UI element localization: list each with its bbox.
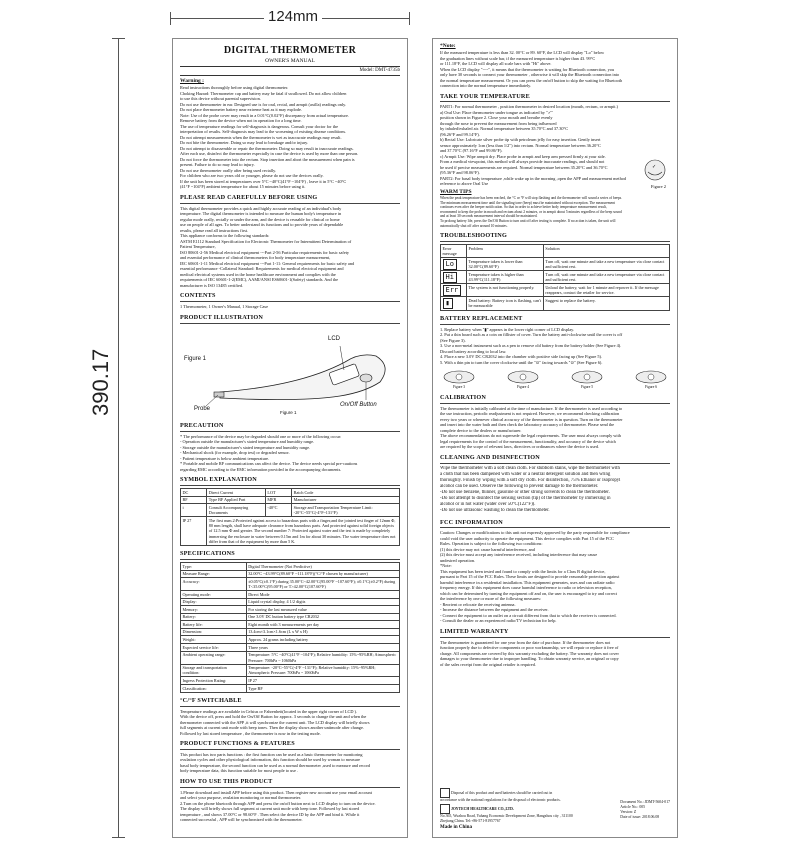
spec-value: Digital Thermometer (Not Predictive) [246, 563, 399, 571]
precaution-list [180, 434, 400, 473]
col-problem: Problem [467, 245, 544, 258]
product-illustration [180, 326, 400, 418]
switchable-heading: °C/°F SWITCHABLE [180, 697, 400, 707]
width-dimension-label: 124mm [264, 8, 322, 25]
warranty-line: damages to your thermometer due to improper handling. To obtain warranty service, an original or copy [440, 656, 619, 662]
specifications-heading: SPECIFICATIONS [180, 550, 400, 560]
warning-line: Do not use thermometer orally after being used rectally. [180, 167, 277, 173]
battery-figure-caption: Figure 3 [452, 385, 466, 390]
clean-line: a cloth that has been dampened with water or a neutral detergent solution and then wring [440, 471, 611, 477]
spec-key: Weight: [181, 636, 247, 644]
wheelie-bin-icon [440, 788, 450, 798]
company-block [440, 804, 580, 824]
warning-line: Do not attempt measurements when the thermometer is wet as inaccurate readings may result. [180, 134, 342, 140]
read-carefully-text [180, 206, 400, 289]
symbol-text: Storage and Transportation Temperature Limit: -20°C~55°C(-4°F~131°F) [292, 504, 400, 517]
troubleshooting-row [441, 297, 670, 310]
fcc-line: undesired operation. [440, 557, 476, 563]
illustration-heading: PRODUCT ILLUSTRATION [180, 314, 400, 324]
spec-row [181, 613, 400, 621]
spec-key: Memory: [181, 606, 247, 614]
spec-row [181, 591, 400, 599]
warning-line: Choking Hazard: Thermometer cap and battery may be fatal if swallowed. Do not allow children [180, 90, 347, 96]
precaution-line: - Storage outside the manufacturer's stated temperature and humidity range. [180, 444, 311, 450]
battery-figures [440, 367, 670, 390]
fcc-text [440, 530, 670, 624]
warning-line: (41°F ~104°F) ambient temperature for about 15 minutes before using it. [180, 184, 306, 190]
note-heading: *Note: [440, 43, 456, 49]
spec-row [181, 621, 400, 629]
figure-1-side-label: Figure 1 [184, 355, 207, 362]
fcc-line: *Note: [440, 563, 452, 569]
warranty-text [440, 640, 670, 668]
symbol-row [181, 504, 400, 517]
read-line: This digital thermometer provides a quick and highly accurate reading of an individual's body [180, 205, 342, 211]
spec-value: 32.00°C ~43.99°C(89.60°F ~111.18°F)(°C/°F chosen by manufacturer) [246, 570, 399, 578]
note-line: the graduation lines without scale bar, if the measured temperature is higher than 43. 99°C [440, 55, 596, 61]
manufacturer-icon [440, 804, 450, 814]
calib-line: The thermometer is initially calibrated at the time of manufacture. If the thermometer is used according to [440, 405, 623, 411]
troubleshooting-solution: Unload the battery, wait for 1 minute and repower it. If the message reappears, contact the retailer for service. [543, 284, 669, 297]
fcc-line: - Increase the distance between the equipment and the receiver. [440, 607, 549, 613]
ip-rating-label: IP 27 [181, 517, 207, 546]
clean-line: alcohol can be used. Observe the following to prevent damage to the thermometer. [440, 483, 599, 489]
error-cell [441, 284, 467, 297]
read-line: temperature. The digital thermometer is intended to measure the human body's temperature in [180, 211, 342, 217]
switch-line: full segments at current unit mode with beep tones. Then the display shows another unitmode after change. [180, 725, 364, 730]
probe-label: Probe [194, 405, 211, 412]
col-error-message: Error message [441, 245, 467, 258]
tips-line: automatically shut off after around 10 minutes. [440, 223, 508, 228]
functions-text [180, 752, 400, 774]
lcd-error-icon: Err [443, 285, 462, 296]
ip-rating-text: The first num.2:Protected against access to hazardous parts with a finger,and the jointed test finger of 12mm Φ, 80 mm length, shall have adequate clearance from hazardous parts. And protected against solid foreign objects of 12.5 mm Φ and greater. The second number 7: Protected against water and the test is made by completely immersing the enclosure in water between 0.15m and 1m for about 30 minutes. The water temperature does not differ from that of the equipment by more than 5 K. [207, 517, 400, 546]
spec-row [181, 578, 400, 591]
svg-text:✓: ✓ [652, 165, 657, 171]
spec-value: IP 27 [246, 677, 399, 685]
howto-line: connected successful , APP will be synchronized with the thermometer. [180, 817, 303, 823]
calib-line: complete device to the dealers or manufacturer. [440, 427, 522, 433]
symbol-text: Direct Current [207, 488, 266, 496]
battery-line: 2. Put a thin board such as a coin on fillister of cover. Turn the battery anti-clockwise until the cover is off [440, 332, 623, 338]
take-line: reference to above Oral Use [440, 181, 489, 187]
issue-date: Date of issue: 2018.06.08 [620, 814, 660, 819]
battery-cover-icon [506, 367, 540, 385]
spec-key: Measure Range: [181, 570, 247, 578]
warranty-line: The thermometer is guaranteed for one year from the date of purchase. If the thermometer does not [440, 639, 611, 645]
calib-line: every two years or whenever clinical accuracy of the thermometer is in question. Turn on the thermometer [440, 416, 623, 422]
spec-value: For storing the last measured value [246, 606, 399, 614]
manual-title: DIGITAL THERMOMETER [223, 45, 357, 56]
spec-row [181, 563, 400, 571]
spec-key: Expected service life: [181, 644, 247, 652]
warm-tips-heading: WARM TIPS [440, 188, 472, 195]
symbol-text: Consult Accompanying Documents [207, 504, 266, 517]
fcc-line: Caution: Changes or modifications to this unit not expressly approved by the party responsible for compliance [440, 530, 630, 536]
read-line: medical electrical systems used in the home healthcare environment and complies with the [180, 271, 336, 277]
fcc-line: This equipment has been tested and found to comply with the limits for a Class B digital device, [440, 568, 606, 574]
spec-row [181, 685, 400, 693]
spec-key: Ingress Protection Rating: [181, 677, 247, 685]
warranty-line: charge. All components are covered by this warranty excluding the battery. The warranty does not cover [440, 650, 619, 656]
calib-line: the use instruction, periodic readjustment is not required. However, we recommend checking calibration [440, 411, 620, 417]
precaution-line: - Operation outside the manufacturer's stated temperature and humidity range. [180, 439, 315, 444]
battery-figure [440, 367, 478, 390]
take-line: by inhaled/exhaled air. Normal temperature between 35.70°C and 37.30°C [440, 126, 569, 132]
spec-value: 13.4cm×3.1cm×1.6cm (L x W x H) [246, 628, 399, 636]
howto-line: and select your purpose, ovulation monitoring or normal thermometer. [180, 795, 302, 801]
functions-heading: PRODUCT FUNCTIONS & FEATURES [180, 740, 400, 750]
howto-line: 2.Turn on the phone bluetooth through APP and press the on/off button next to LCD display to turn on the device. [180, 800, 376, 806]
warm-tips-list [440, 196, 670, 228]
specifications-table [180, 562, 400, 693]
contents-heading: CONTENTS [180, 292, 400, 302]
symbol-icon: MFR [265, 496, 291, 504]
func-line: This product has two parts functions : the first function can be used as a basic thermometer for monitoring [180, 751, 363, 757]
symbol-text: Manufacturer [292, 496, 400, 504]
warning-line: Do not force the thermometer into the rectum. Stop insertion and abort the measurement when pain is [180, 156, 355, 162]
fcc-line: (1) this device may not cause harmful interference, and [440, 546, 535, 552]
take-line: through the nose to prevent the measurement from being influenced [440, 120, 557, 126]
warning-line: Do not place thermometer battery near extreme heat as it may explode. [180, 107, 302, 113]
spec-value: Three years [246, 644, 399, 652]
switch-line: Followed by last stored temperature , the thermometer is now in the testing mode. [180, 730, 321, 736]
warning-line: interpretation of results. Self-diagnosis may lead to the worsening of existing disease conditions. [180, 129, 347, 135]
note-line: connection into the normal temperature immediately. [440, 83, 532, 89]
how-to-use-text [180, 790, 400, 823]
spec-value: Direct Mode [246, 591, 399, 599]
warning-list [180, 85, 400, 190]
spec-value: Temperature: -20°C~55°C(-4°F ~131°F); Relative humidity: 15%~95%RH; Atmospheric Pressure: 700hPa ~ 1060hPa [246, 664, 399, 677]
howto-line: 1.Please download and install APP before using this product. Then register new account use your email account [180, 789, 372, 795]
take-line: PART1: For normal thermometer , position thermometer in desired location (mouth, rectum, or armpit.) [440, 104, 618, 110]
precaution-line: regarding EMC according to the EMC information provided in the accompanying documents. [180, 466, 342, 472]
read-carefully-heading: PLEASE READ CAREFULLY BEFORE USING [180, 194, 400, 204]
spec-key: Operating mode: [181, 591, 247, 599]
document-info [620, 800, 670, 819]
troubleshooting-row [441, 271, 670, 284]
take-line: b) Rectal Use: Lubricate silver probe tip with petroleum jelly for easy insertion. Gently insert [440, 137, 601, 143]
clean-line: Wipe the thermometer with a soft clean cloth. For stubborn stains, wipe the thermometer with [440, 465, 620, 471]
battery-figure-caption: Figure 4 [516, 385, 530, 390]
battery-cover-icon [570, 367, 604, 385]
document-number: Document No.: JDMT-5604-017 [620, 800, 670, 805]
calib-line: The above recommendations do not supersede the legal requirements. The user must always comply with [440, 433, 621, 439]
troubleshooting-table [440, 244, 670, 311]
clean-line: -Do not use ultrasonic washing to clean the thermometer. [440, 508, 550, 514]
troubleshooting-problem: The system is not functioning properly. [467, 284, 544, 297]
troubleshooting-problem: Dead battery: Battery icon is flashing, can't be measurable [467, 297, 544, 310]
spec-row [181, 628, 400, 636]
warning-line: Read instructions thoroughly before using digital thermometer. [180, 85, 289, 91]
spec-key: Accuracy: [181, 578, 247, 591]
note-line: When the LCD display "----", it means that the thermometer is waiting for Bluetooth connection, you [440, 66, 615, 72]
warranty-line: function properly due to defective components or poor workmanship, we will repair or replace it free of [440, 645, 619, 651]
battery-heading: BATTERY REPLACEMENT [440, 315, 670, 325]
read-line: This appliance conforms to the following standards: [180, 233, 270, 239]
note-line: or 111.18°F, the LCD will display all scale bars with "Hi" above. [440, 61, 552, 67]
disposal-notice: Disposal of this product and used batteries should be carried out in accordance with the national regulations for the disposal of electronic products. [440, 790, 561, 803]
precaution-line: * Portable and mobile RF communications can affect the device. The device needs special pre-cautions [180, 461, 358, 466]
symbol-icon: -40°C [265, 504, 291, 517]
func-line: body temperature data, this function suitable for most people to use . [180, 768, 299, 774]
fcc-line: (2) this device must accept any interference received, including interference that may cause [440, 552, 598, 558]
warning-line: If the unit has been stored at temperatures over 5°C ~40°C(41°F ~104°F) , leave it in 5°C ~40°C [180, 178, 347, 184]
troubleshooting-solution: Turn off, wait one minute and take a new temperature via close contact and sufficient rest. [543, 258, 669, 271]
battery-figure [504, 367, 542, 390]
figure-1-caption: Figure 1 [280, 409, 297, 415]
battery-line: (See Figure 3). [440, 337, 466, 343]
calibration-text [440, 406, 670, 450]
troubleshooting-problem: Temperature taken is lower than 32.00°C(89.60°F) [467, 258, 544, 271]
warning-line: After each use, disinfect the thermometer especially in case the device is used by more than one person. [180, 151, 359, 157]
battery-figure-caption: Figure 6 [644, 385, 658, 390]
fcc-line: pursuant to Part 15 of the FCC Rules. These limits are designed to provide reasonable protection against [440, 574, 620, 580]
take-line: From a medical viewpoint, this method will always provide inaccurate readings, and should not [440, 159, 605, 165]
read-line: essential performance -Collateral Standard: Requirements for medical electrical equipment and [180, 266, 344, 272]
read-line: ASTM E1112 Standard Specification for Electronic Thermometer for Intermittent Determination of [180, 238, 352, 244]
battery-figure [632, 367, 670, 390]
spec-key: Classification: [181, 685, 247, 693]
spec-row [181, 651, 400, 664]
troubleshooting-problem: Temperature taken is higher than 43.99°C(111.18°F) [467, 271, 544, 284]
warning-line: The use of temperature readings for self-diagnosis is dangerous. Consult your doctor for the [180, 123, 338, 129]
spec-key: Type: [181, 563, 247, 571]
spec-key: Display: [181, 598, 247, 606]
warning-line: Remove battery from the device when not in operation for a long time. [180, 118, 302, 124]
company-address: No.365, Wuzhou Road, Yuhang Economic Development Zone, Hangzhou city , 311100 Zhejiang,China. Tel:+86-571-81957767 [440, 813, 573, 823]
take-line: position shown in Figure 2. Close your mouth and breathe evenly [440, 115, 553, 121]
symbol-table [180, 488, 400, 546]
take-temperature-heading: TAKE YOUR TEMPERATURE [440, 93, 670, 103]
take-line: PART2: For basal body temperature ,while wake up in the morning ,open the APP and measurement method [440, 175, 627, 181]
error-cell [441, 297, 467, 310]
clean-line: thoroughly. Finish by wiping with a soft dry cloth. For disinfection, 75% Ethanol or Isopropyl [440, 477, 621, 483]
troubleshooting-heading: TROUBLESHOOTING [440, 232, 670, 242]
warning-line: Do not use thermometer in ear. Designed use is for oral, rectal, and armpit (axilla) readings only. [180, 101, 347, 107]
read-line: requirements of IEC 60601-1-2(EMC), AAMI/ANSI ES60601-1(Safety) standards. And the [180, 277, 339, 283]
symbol-icon: i [181, 504, 207, 517]
battery-cover-icon [442, 367, 476, 385]
spec-key: Storage and transportation condition: [181, 664, 247, 677]
warranty-line: of the sales receipt from the original retailer is required. [440, 661, 536, 667]
mouth-diagram-icon [642, 158, 668, 182]
spec-row [181, 664, 400, 677]
warning-line: present. Failure to do so may lead to injury. [180, 162, 255, 168]
symbol-row [181, 496, 400, 504]
clean-line: -Do not attempt to disinfect the sensing section (tip) of the thermometer by immersing in [440, 496, 611, 502]
spec-value: One 3.0V DC button battery type CR2032 [246, 613, 399, 621]
battery-line: 3. Use a non-metal instrument such as a pen to remove old battery from the battery holder (See Figure 4). [440, 343, 622, 349]
symbol-row [181, 488, 400, 496]
cleaning-heading: CLEANING AND DISINFECTION [440, 454, 670, 464]
disposal-text [440, 788, 570, 803]
spec-row [181, 677, 400, 685]
warning-line: to use this device without parental supervision. [180, 96, 261, 102]
warning-line: Do not attempt to disassemble or repair the thermometer. Doing so may result in inaccurate readings. [180, 145, 354, 151]
symbol-text: Batch Code [292, 488, 400, 496]
symbol-icon: DC [181, 488, 207, 496]
battery-line: 4. Place a new 3.0V DC CR2032 into the chamber with positive side facing up (See Figure 5). [440, 354, 602, 360]
take-line: and 37.70°C (97.16°F and 99.86°F). [440, 148, 503, 154]
troubleshooting-row [441, 258, 670, 271]
fcc-line: could void the user authority to operate the equipment. This device complies with Part 15 of the FCC [440, 535, 614, 541]
note-list [440, 50, 670, 89]
spec-key: Battery life: [181, 621, 247, 629]
symbol-icon: LOT [265, 488, 291, 496]
take-temperature-block [440, 104, 670, 190]
spec-row [181, 644, 400, 652]
battery-figure [568, 367, 606, 390]
tips-line: The minimum measurement time until the signaling tone (beep) must be maintained without exception. The measurement [440, 200, 615, 205]
tips-line: recommend to keep the probe in mouth and rectum about 2 minutes, or in armpit about 5 minutes regardless of the beep sound [440, 209, 622, 214]
fcc-line: which can be determined by turning the equipment off and on, the user is encouraged to try and correct [440, 590, 618, 596]
fcc-line: the interference by one or more of the following measures: [440, 596, 542, 602]
manual-page-back [432, 38, 678, 838]
precaution-line: * The performance of the device may be degraded should one or more of the following occur: [180, 433, 342, 439]
warning-heading: Warning : [180, 78, 204, 85]
read-line: IEC 60601-1-11 Medical electrical equipment ---Part 1-11: General requirements for basic safety and [180, 260, 355, 266]
fcc-line: - Reorient or relocate the receiving antenna. [440, 601, 516, 607]
symbol-text: Type BF Applied Part [207, 496, 266, 504]
precaution-heading: PRECAUTION [180, 422, 400, 432]
company-name: JOYTECH HEALTHCARE CO.,LTD. [450, 806, 514, 811]
read-line: ISO 80601-2-56 Medical electrical equipment ---Part 2-56 Particular requirements for basic safety [180, 249, 350, 255]
read-line: regular mode orally, rectally or under the arm, and the device is reusable for clinical or home [180, 216, 340, 222]
func-line: basal body temperature, the second function can be used as a normal thermometer ,used to measure and record [180, 762, 371, 768]
spec-value: Approx. 24 grams including battery [246, 636, 399, 644]
tips-line: and at least 30 seconds measurement interval should be maintained. [440, 214, 538, 219]
error-cell [441, 271, 467, 284]
model-number: Model: DMT-4735b [180, 66, 400, 76]
fcc-line: harmful interference in a residential installation. This equipment generates, uses and can radiate radio [440, 579, 615, 585]
calibration-heading: CALIBRATION [440, 394, 670, 404]
troubleshooting-row [441, 284, 670, 297]
cleaning-text [440, 466, 670, 515]
lcd-error-icon: Lo [443, 259, 457, 270]
spec-key: Ambient operating range: [181, 651, 247, 664]
note-line: the normal temperature measurement. Or you can press the on/off button to skip the waiting for Bluetooth [440, 77, 623, 83]
take-line: c) Armpit Use: Wipe armpit dry. Place probe in armpit and keep arm pressed firmly at your side. [440, 153, 606, 159]
version: Version: Z [620, 809, 637, 814]
lcd-error-icon: ▮ [443, 298, 453, 309]
tips-line: continues even after the beeper notification. So that in order to achieve better body temperature measurement result, [440, 205, 607, 210]
battery-figure-caption: Figure 5 [580, 385, 594, 390]
take-line: a) Oral Use: Place thermometer under tongue as indicated by "✓" [440, 109, 554, 115]
spec-value: Temperature: 5°C ~40°C(41°F ~104°F); Relative humidity: 15%~95%RH; Atmospheric Pressure: 700hPa ~ 1060hPa [246, 651, 399, 664]
battery-text [440, 327, 670, 366]
fcc-line: - Consult the dealer or an experienced radio/TV technician for help. [440, 618, 557, 624]
height-dimension-label: 390.17 [88, 345, 114, 420]
error-cell [441, 258, 467, 271]
lcd-label: LCD [328, 335, 341, 342]
manual-page-front [172, 38, 408, 838]
col-solution: Solution [543, 245, 669, 258]
troubleshooting-solution: Turn off, wait one minute and take a new temperature via close contact and sufficient rest. [543, 271, 669, 284]
spec-row [181, 636, 400, 644]
take-line: be used if precise measurements are required. Normal temperature between 35.20°C and 36.70°C [440, 164, 608, 170]
fcc-heading: FCC INFORMATION [440, 519, 670, 529]
battery-cover-icon [634, 367, 668, 385]
fcc-line: frequency energy. If this equipment does cause harmful interference to radio or television reception, [440, 585, 612, 591]
fcc-line: Rules. Operation is subject to the following two conditions: [440, 541, 543, 547]
howto-line: temperature , and shows 37.00°C or 98.60°F . Then select the device ID by the APP and bind it. While it [180, 811, 360, 817]
calib-line: and insert into the water bath and then check the laboratory accuracy of thermometer. Please send the [440, 422, 615, 428]
article-number: Article No.: 005 [620, 804, 646, 809]
note-line: If the measured temperature is less than 32. 00°C or 89. 60°F, the LCD will display "Lo" below [440, 50, 605, 56]
figure-2-caption: Figure 2 [650, 184, 666, 190]
spec-value: ±0.05°C(±0.1°F) during 35.00°C~42.00°C(95.00°F ~107.60°F); ±0.1°C(±0.2°F) during T<35.00°C(95.00°F) or T>42.00°C(107.60°F) [246, 578, 399, 591]
switch-line: Temperature readings are available in Celsius or Fahrenheit(located in the upper right corner of LCD ). [180, 708, 357, 714]
calib-line: legal requirements for the control of the measurement, functionality, and accuracy of the device which [440, 438, 616, 444]
warning-line: Note: Use of the probe cover may result in a 0.01°C(0.02°F) discrepancy from actual temperature. [180, 112, 349, 118]
battery-line: Discard battery according to local law. [440, 348, 507, 354]
spec-value: Liquid crystal display, 4 1/2 digits [246, 598, 399, 606]
func-line: ovulation cycles and other physiological information, this function should be used by woman to measure [180, 757, 361, 763]
footer [440, 788, 670, 831]
clean-line: -Do not use benzene, thinner, gasoline or other strong solvents to clean the thermometer. [440, 490, 610, 495]
spec-row [181, 570, 400, 578]
tips-line: To prolong battery life, press the On/Off Button to turn unit off after testing is complete. If no action is taken, the unit will [440, 218, 616, 223]
spec-key: Dimension: [181, 628, 247, 636]
contents-text: 1 Thermometer, 1 Owner's Manual, 1 Storage Case [180, 304, 268, 310]
take-line: sensor approximately 1cm (less than 1/2") into rectum. Normal temperature between 36.20°C [440, 142, 601, 148]
symbol-heading: SYMBOL EXPLANATION [180, 476, 400, 486]
switch-line: thermometer connected with the APP ,it will synchronize the current unit. The LCD display will briefly shows [180, 719, 370, 725]
read-line: results, please read all instructions first. [180, 227, 249, 233]
fcc-line: - Connect the equipment to an outlet on a circuit different from that to which the receiver is connected. [440, 612, 617, 618]
read-line: Patient Temperature, [180, 244, 216, 250]
lcd-error-icon: Hi [443, 272, 457, 283]
height-dimension-line [118, 38, 119, 838]
spec-row [181, 598, 400, 606]
warning-line: For children who are two years old or younger, please do not use the devices orally. [180, 173, 324, 179]
take-temperature-text [440, 104, 670, 187]
take-line: (95.36°F and 98.06°F). [440, 170, 480, 176]
warranty-heading: LIMITED WARRANTY [440, 628, 670, 638]
switch-line: With the device off, press and hold the On/Off Button for approx. 3 seconds to change the unit and when the [180, 714, 367, 719]
clean-line: alcohol or in hot water (water over 50°C(122°F)). [440, 502, 536, 508]
take-line: (96.26°F and 99.14°F). [440, 131, 480, 137]
spec-key: Battery: [181, 613, 247, 621]
troubleshooting-solution: Suggest to replace the battery. [543, 297, 669, 310]
button-label: On/Off Button [340, 401, 377, 408]
how-to-use-heading: HOW TO USE THIS PRODUCT [180, 778, 400, 788]
read-line: and essential performance of clinical thermometers for body temperature measurement, [180, 255, 331, 261]
tips-line: When the peak temperature has been reached, the °C or °F will stop flashing and the thermometer will sound a series of beeps. [440, 196, 623, 200]
spec-value: Eight month with 3 measurements per day [246, 621, 399, 629]
manual-subtitle: OWNER'S MANUAL [265, 57, 315, 64]
battery-line: 1. Replace battery when "▮" appears in the lower right corner of LCD display. [440, 326, 575, 332]
symbol-icon: BF [181, 496, 207, 504]
battery-line: 5. With a thin pin to turn the cover clockwise until the "⊙" facing towards "⊙" (See Figure 6). [440, 359, 603, 365]
spec-row [181, 606, 400, 614]
spec-value: Type BF [246, 685, 399, 693]
calib-line: are required by the scope of relevant laws, directives or ordinances where the device is used. [440, 444, 600, 450]
switchable-text [180, 709, 400, 737]
precaution-line: - Mechanical shock (for example, drop test) or degraded sensor. [180, 450, 290, 455]
read-line: use on people of all ages. To better understand its functions and to provide years of dependable [180, 222, 344, 228]
read-line: manufacturer is ISO 13485 certified. [180, 282, 244, 288]
precaution-line: - Patient temperature is below ambient temperature. [180, 455, 270, 461]
warning-line: Do not bite the thermometer. Doing so may lead to breakage and/or injury. [180, 140, 309, 146]
howto-line: The display will briefly shows full segment at current unit mode with beep tone. Followed by last stored [180, 806, 360, 812]
note-line: only have 30 seconds to connect your thermometer , otherwise it will skip the Bluetooth connection into [440, 72, 620, 78]
made-in: Made in China [440, 824, 472, 830]
